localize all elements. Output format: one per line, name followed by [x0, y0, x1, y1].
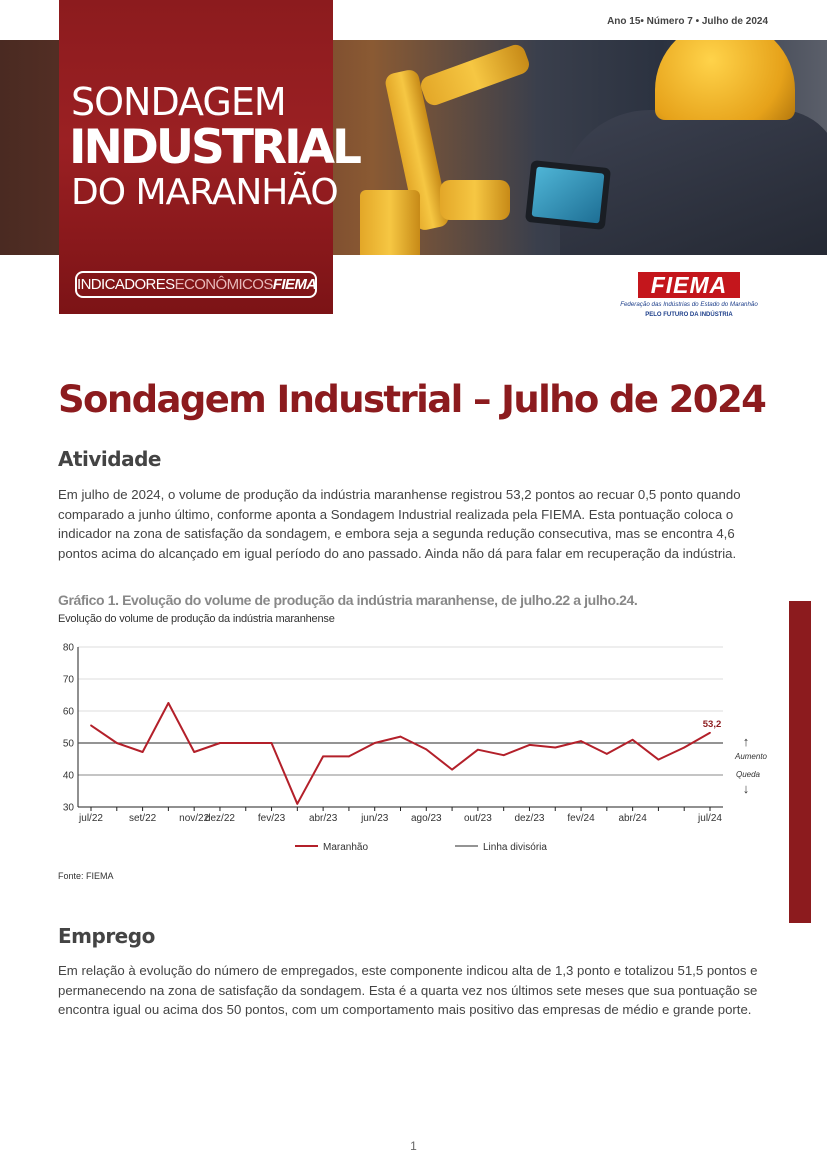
badge-part-2: ECONÔMICOS: [174, 276, 273, 293]
x-tick-label: fev/24: [567, 813, 595, 824]
logo-subtitle: Federação das Indústrias do Estado do Maranhão: [620, 301, 758, 308]
logo-tagline: PELO FUTURO DA INDÚSTRIA: [645, 312, 733, 318]
x-tick-label: abr/23: [308, 813, 338, 824]
data-point: [271, 742, 273, 744]
data-point: [142, 751, 144, 753]
production-chart: [50, 638, 770, 858]
y-tick-label: 30: [62, 802, 74, 814]
data-point: [348, 756, 350, 758]
series-line-maranhao: [91, 703, 710, 804]
source-note: Fonte: FIEMA: [58, 871, 114, 881]
annotation-up: Aumento: [734, 752, 768, 761]
atividade-text: Em julho de 2024, o volume de produção da indústria maranhense registrou 53,2 pontos ao recuar 0,5 ponto quando comparado a junho último, conforme aponta a Sondagem Industrial realizada pela FIEMA. Esta pontuação coloca o indicador na zona de satisfação da sondagem, e embora seja a segunda redução consecutiva, mas se encontra 4,6 pontos acima do alcançado em igual período do ano passado. Ainda não dá para falar em recuperação da indústria.: [58, 487, 741, 561]
x-tick-label: set/22: [128, 813, 157, 824]
data-point: [116, 742, 118, 744]
emprego-text: Em relação à evolução do número de empregados, este componente indicou alta de 1,3 ponto e totalizou 51,5 pontos e permanecendo na zona de satisfação da sondagem. Esta é a quarta vez nos últimos sete meses que sua pontuação se encontra igual ou acima dos 50 pontos, com um comportamento mais positivo das empresas de médio e grande porte.: [58, 963, 758, 1018]
legend-label-divider: Linha divisória: [483, 842, 547, 853]
data-point: [503, 754, 505, 756]
x-tick-label: out/23: [463, 813, 492, 824]
y-tick-label: 60: [62, 706, 74, 718]
atividade-heading: Atividade: [58, 447, 161, 471]
x-tick-label: nov/22: [179, 813, 210, 824]
data-point: [322, 756, 324, 758]
data-point: [90, 725, 92, 727]
data-point: [477, 749, 479, 751]
x-tick-label: jul/22: [79, 813, 103, 824]
chart-title: Evolução do volume de produção da indústria maranhense: [58, 613, 335, 625]
emprego-heading: Emprego: [58, 924, 155, 948]
chart-caption: Gráfico 1. Evolução do volume de produção da indústria maranhense, de julho.22 a julho.24.: [58, 592, 638, 608]
data-point: [167, 702, 169, 704]
arrow-down-icon: ↓: [742, 781, 750, 796]
x-tick-label: dez/23: [514, 813, 545, 824]
x-tick-label: jun/23: [361, 813, 389, 824]
data-point: [374, 742, 376, 744]
fiema-logo: [608, 272, 770, 320]
annotation-down: Queda: [735, 770, 761, 779]
x-tick-label: fev/23: [257, 813, 286, 824]
title-line-2: INDUSTRIAL: [69, 120, 359, 175]
data-point: [632, 739, 634, 741]
page-title: Sondagem Industrial – Julho de 2024: [58, 378, 766, 421]
y-tick-label: 50: [62, 738, 74, 750]
side-accent-bar: [789, 601, 811, 923]
y-tick-label: 70: [62, 674, 74, 686]
last-value-label: 53,2: [702, 718, 722, 730]
page-number: 1: [410, 1139, 417, 1153]
data-point: [529, 744, 531, 746]
data-point: [554, 747, 556, 749]
logo-mark: FIEMA: [638, 272, 740, 298]
data-point: [425, 749, 427, 751]
x-tick-label: ago/23: [410, 813, 442, 824]
x-tick-label: dez/22: [204, 813, 235, 824]
data-point: [658, 759, 660, 761]
title-line-3: DO MARANHÃO: [71, 172, 338, 213]
indicadores-badge: [75, 271, 317, 298]
legend-label-maranhao: Maranhão: [323, 842, 369, 853]
title-line-1: SONDAGEM: [71, 80, 286, 124]
badge-part-1: INDICADORES: [77, 276, 175, 293]
issue-info: Ano 15• Número 7 • Julho de 2024: [607, 16, 768, 27]
data-point: [683, 747, 685, 749]
data-point: [296, 803, 298, 805]
data-point: [245, 742, 247, 744]
data-point: [580, 740, 582, 742]
data-point: [400, 736, 402, 738]
y-tick-label: 80: [62, 642, 74, 654]
x-tick-label: abr/24: [618, 813, 647, 824]
x-tick-label: jul/24: [698, 813, 722, 824]
arrow-up-icon: ↑: [742, 734, 750, 749]
data-point: [219, 742, 221, 744]
data-point: [193, 751, 195, 753]
data-point: [451, 769, 453, 771]
data-point: [606, 753, 608, 755]
y-tick-label: 40: [62, 770, 74, 782]
badge-part-3: FIEMA: [272, 276, 317, 293]
data-point: [709, 732, 711, 734]
